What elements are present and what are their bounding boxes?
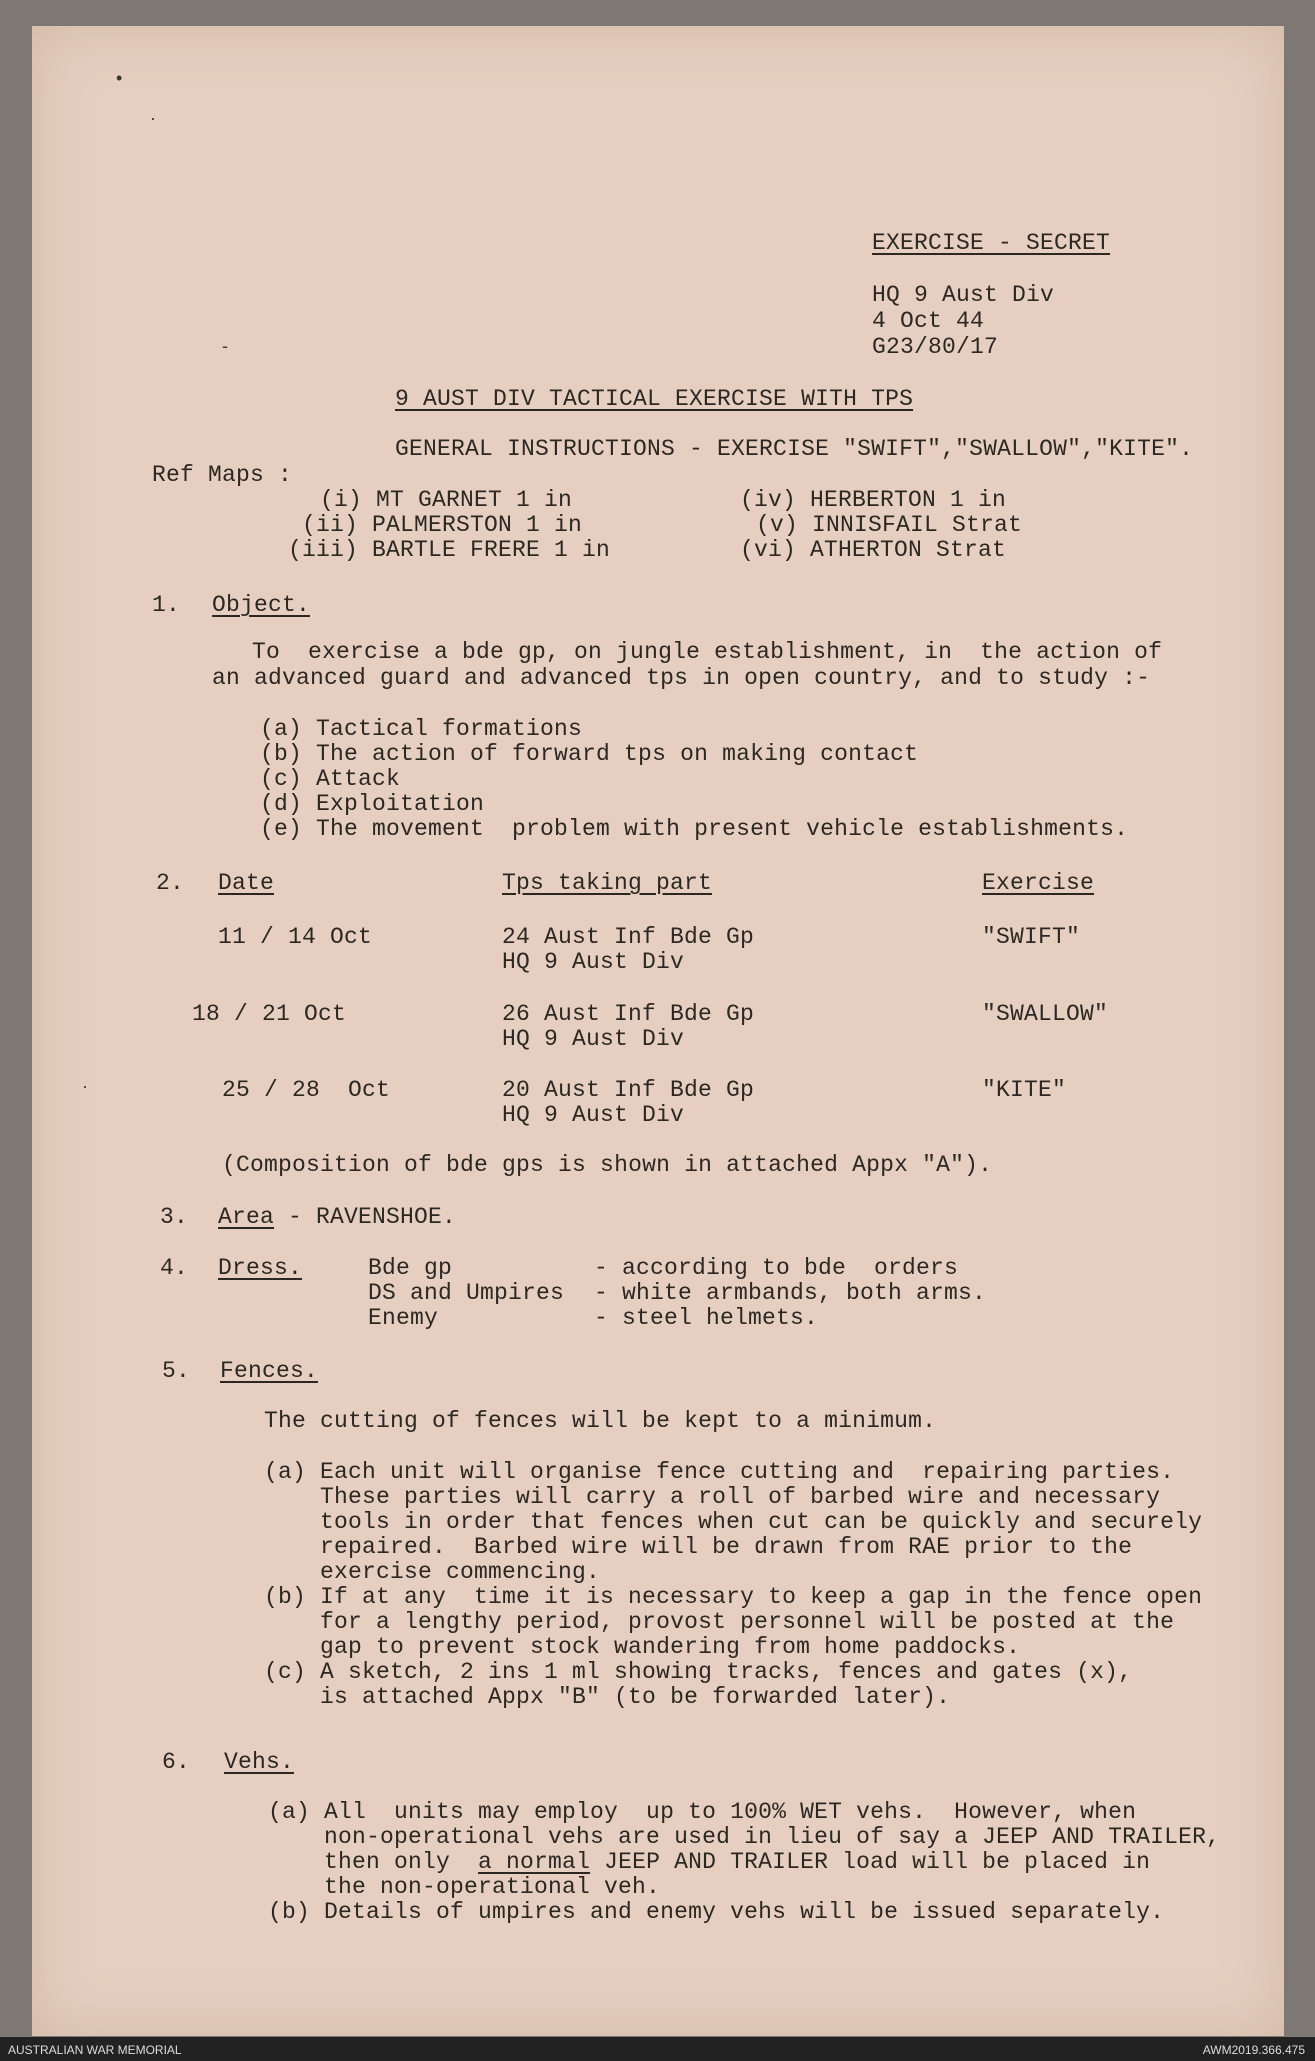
schedule-troops: 26 Aust Inf Bde Gp: [502, 1001, 755, 1027]
dress-what: - according to bde orders: [594, 1255, 959, 1281]
dress-what: - steel helmets.: [594, 1305, 819, 1331]
paragraph-line: tools in order that fences when cut can be quickly and securely: [264, 1509, 1203, 1535]
paragraph-line: (a) Each unit will organise fence cutting and repairing parties.: [264, 1459, 1175, 1485]
schedule-exercise: "KITE": [982, 1077, 1067, 1103]
list-item: (e) The movement problem with present vehicle establishments.: [260, 816, 1129, 842]
section-number: 1.: [152, 592, 181, 618]
ref-map-item: (iv) HERBERTON 1 in: [740, 487, 1007, 513]
section-heading-area: Area: [218, 1204, 275, 1230]
section-heading-vehs: Vehs.: [224, 1749, 295, 1775]
ref-map-item: (ii) PALMERSTON 1 in: [302, 512, 583, 538]
ink-speck: -: [222, 336, 228, 356]
column-header-exercise: Exercise: [982, 870, 1095, 896]
schedule-date: 18 / 21 Oct: [192, 1001, 347, 1027]
paragraph-line: the non-operational veh.: [268, 1874, 661, 1900]
schedule-date: 25 / 28 Oct: [222, 1077, 391, 1103]
section-line-area: [218, 1204, 456, 1230]
ink-speck: •: [116, 68, 123, 88]
ref-maps-label: Ref Maps :: [152, 462, 293, 488]
section-heading-dress: Dress.: [218, 1255, 303, 1281]
file-reference: G23/80/17: [872, 334, 999, 360]
paragraph-line: To exercise a bde gp, on jungle establishment, in the action of: [252, 639, 1163, 665]
dress-who: DS and Umpires: [368, 1280, 565, 1306]
dress-who: Bde gp: [368, 1255, 453, 1281]
column-header-troops: Tps taking part: [502, 870, 713, 896]
footer-bar: [0, 2037, 1315, 2061]
section-number: 5.: [162, 1358, 191, 1384]
schedule-note: (Composition of bde gps is shown in attached Appx "A").: [222, 1152, 993, 1178]
schedule-exercise: "SWALLOW": [982, 1001, 1109, 1027]
list-item: (c) Attack: [260, 766, 401, 792]
section-number: 6.: [162, 1749, 191, 1775]
issue-date: 4 Oct 44: [872, 308, 985, 334]
paragraph-line: (c) A sketch, 2 ins 1 ml showing tracks, fences and gates (x),: [264, 1659, 1133, 1685]
ref-map-item: (vi) ATHERTON Strat: [740, 537, 1007, 563]
column-header-date: Date: [218, 870, 275, 896]
footer-institution: AUSTRALIAN WAR MEMORIAL: [8, 2043, 182, 2057]
paragraph-line: gap to prevent stock wandering from home paddocks.: [264, 1634, 1021, 1660]
schedule-date: 11 / 14 Oct: [218, 924, 373, 950]
paragraph-line: exercise commencing.: [264, 1559, 601, 1585]
dress-who: Enemy: [368, 1305, 439, 1331]
area-text: - RAVENSHOE.: [274, 1204, 457, 1230]
ref-map-item: (v) INNISFAIL Strat: [756, 512, 1023, 538]
issuing-hq: HQ 9 Aust Div: [872, 282, 1055, 308]
paragraph-line: repaired. Barbed wire will be drawn from RAE prior to the: [264, 1534, 1133, 1560]
footer-accession: AWM2019.366.475: [1202, 2043, 1305, 2057]
paragraph-line: is attached Appx "B" (to be forwarded later).: [264, 1684, 951, 1710]
document-title: 9 AUST DIV TACTICAL EXERCISE WITH TPS: [395, 386, 914, 412]
paragraph-line: (b) Details of umpires and enemy vehs will be issued separately.: [268, 1899, 1165, 1925]
schedule-troops: 20 Aust Inf Bde Gp: [502, 1077, 755, 1103]
ink-speck: ·: [82, 1076, 88, 1096]
list-item: (b) The action of forward tps on making contact: [260, 741, 919, 767]
paragraph-line-mixed: [268, 1849, 1150, 1875]
paragraph-line: The cutting of fences will be kept to a minimum.: [264, 1408, 937, 1434]
dress-what: - white armbands, both arms.: [594, 1280, 987, 1306]
ref-map-item: (i) MT GARNET 1 in: [320, 487, 573, 513]
list-item: (d) Exploitation: [260, 791, 485, 817]
list-item: (a) Tactical formations: [260, 716, 583, 742]
document-page: [32, 26, 1284, 2036]
schedule-troops: HQ 9 Aust Div: [502, 1026, 685, 1052]
paragraph-line: an advanced guard and advanced tps in open country, and to study :-: [212, 665, 1151, 691]
paragraph-line: These parties will carry a roll of barbed wire and necessary: [264, 1484, 1161, 1510]
section-heading-object: Object.: [212, 592, 311, 618]
schedule-exercise: "SWIFT": [982, 924, 1081, 950]
document-subtitle: GENERAL INSTRUCTIONS - EXERCISE "SWIFT","SWALLOW","KITE".: [395, 436, 1194, 462]
section-number: 4.: [160, 1255, 189, 1281]
section-heading-fences: Fences.: [220, 1358, 319, 1384]
paragraph-line: for a lengthy period, provost personnel will be posted at the: [264, 1609, 1175, 1635]
text-fragment: then only: [268, 1849, 479, 1875]
section-number: 2.: [156, 870, 185, 896]
classification-marking: EXERCISE - SECRET: [872, 230, 1111, 256]
paragraph-line: non-operational vehs are used in lieu of say a JEEP AND TRAILER,: [268, 1824, 1221, 1850]
schedule-troops: HQ 9 Aust Div: [502, 1102, 685, 1128]
underlined-phrase: a normal: [478, 1849, 591, 1875]
schedule-troops: HQ 9 Aust Div: [502, 949, 685, 975]
text-fragment: JEEP AND TRAILER load will be placed in: [590, 1849, 1151, 1875]
ref-map-item: (iii) BARTLE FRERE 1 in: [288, 537, 611, 563]
ink-speck: ·: [150, 108, 156, 128]
schedule-troops: 24 Aust Inf Bde Gp: [502, 924, 755, 950]
paragraph-line: (a) All units may employ up to 100% WET vehs. However, when: [268, 1799, 1137, 1825]
section-number: 3.: [160, 1204, 189, 1230]
paragraph-line: (b) If at any time it is necessary to keep a gap in the fence open: [264, 1584, 1203, 1610]
